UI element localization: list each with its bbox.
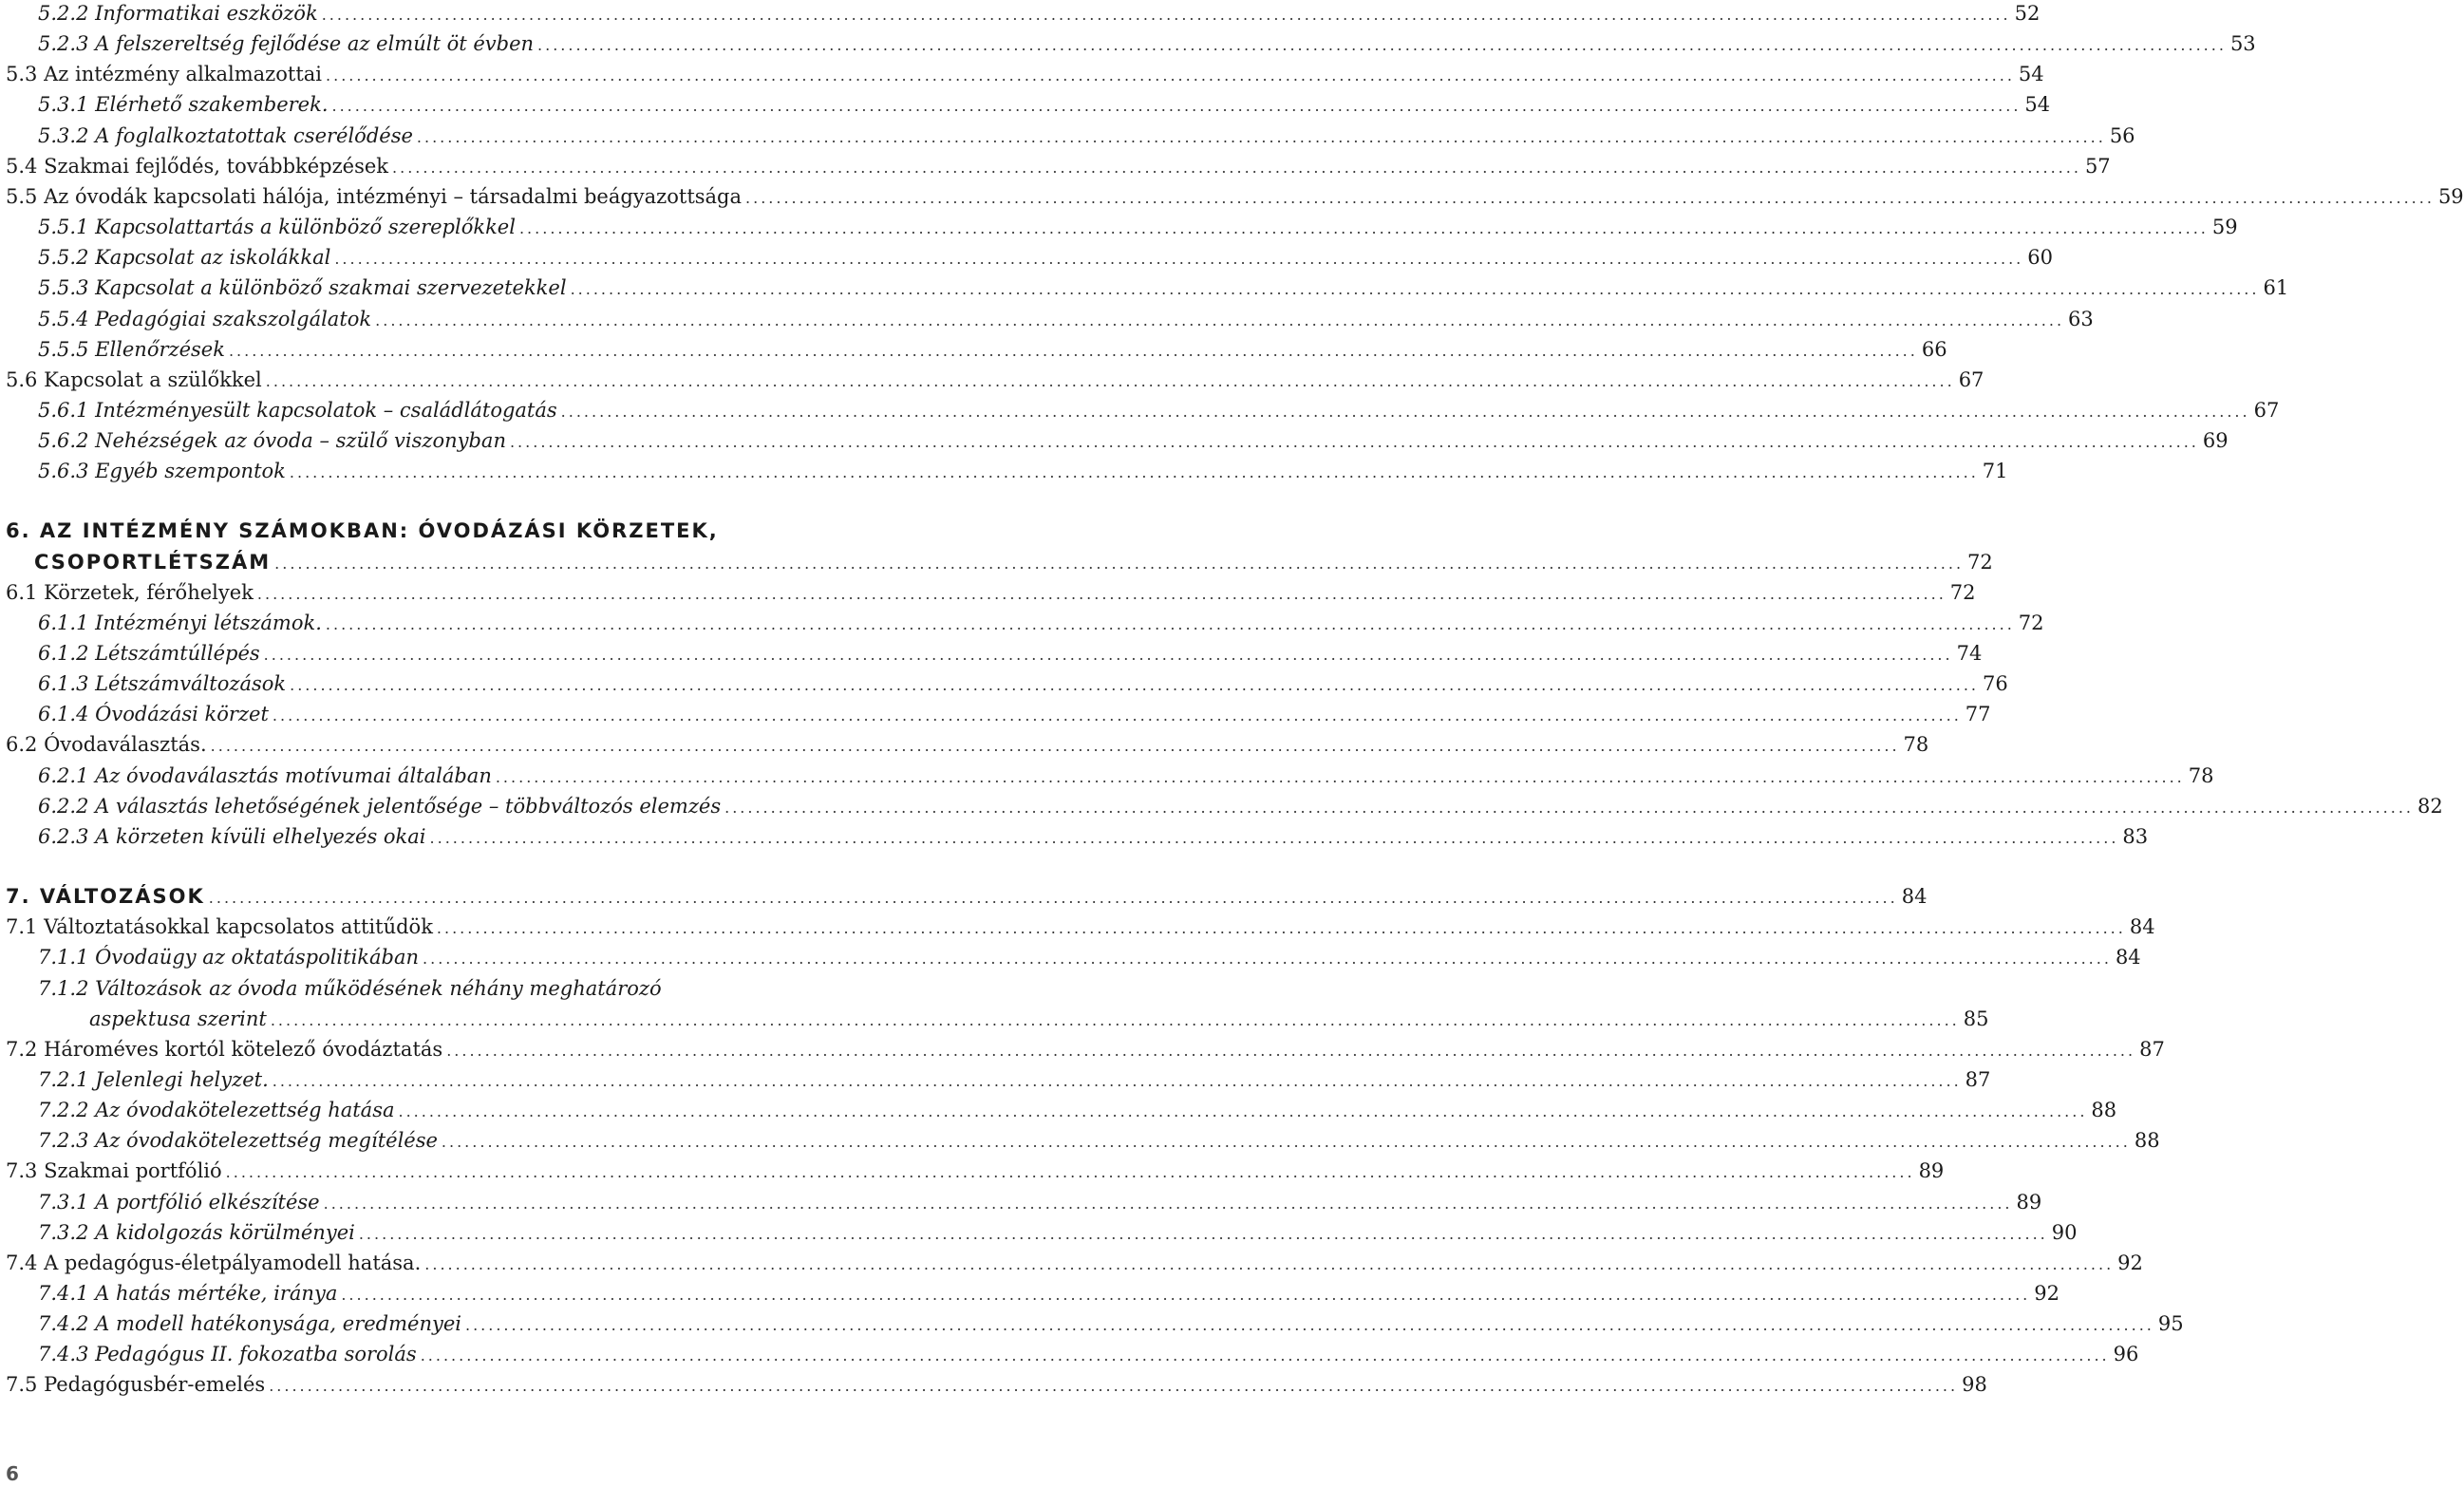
toc-entry-page: 78 bbox=[1903, 733, 1929, 757]
toc-leader-dots: ............................................................................................................................................................................................................................ bbox=[745, 188, 2435, 207]
toc-entry bbox=[6, 912, 2155, 942]
toc-leader-dots: ............................................................................................................................................................................................................................ bbox=[225, 1163, 1915, 1182]
toc-entry-page: 92 bbox=[2034, 1282, 2060, 1305]
toc-entry bbox=[6, 577, 1976, 608]
toc-entry-title: 5.6.3 Egyéb szempontok bbox=[38, 460, 286, 483]
toc-entry-page: 84 bbox=[2115, 946, 2141, 969]
toc-entry-title: 6.2.1 Az óvodaválasztás motívumai általában bbox=[38, 763, 492, 787]
toc-entry-page: 72 bbox=[1967, 550, 1993, 574]
toc-entry-page: 95 bbox=[2157, 1312, 2184, 1336]
toc-entry-title: 5.6.1 Intézményesült kapcsolatok – családlátogatás bbox=[38, 398, 557, 422]
toc-entry-title: 5.5.5 Ellenőrzések bbox=[38, 337, 225, 361]
toc-entry-page: 66 bbox=[1921, 337, 1947, 361]
toc-leader-dots: ............................................................................................................................................................................................................................ bbox=[446, 1041, 2136, 1060]
toc-entry bbox=[38, 273, 2289, 303]
toc-entry-title: 5.5 Az óvodák kapcsolati hálója, intézményi – társadalmi beágyazottsága bbox=[6, 184, 743, 208]
toc-leader-dots: ............................................................................................................................................................................................................................ bbox=[272, 706, 1962, 725]
toc-entry bbox=[38, 1339, 2139, 1369]
toc-entry bbox=[6, 881, 1928, 912]
toc-entry-title: 6.1.3 Létszámváltozások bbox=[38, 672, 287, 696]
toc-leader-dots: ............................................................................................................................................................................................................................ bbox=[560, 402, 2250, 421]
toc-entry-title: 5.5.2 Kapcsolat az iskolákkal bbox=[38, 246, 331, 270]
toc-entry bbox=[6, 516, 906, 546]
toc-entry bbox=[6, 1248, 2143, 1278]
toc-entry bbox=[38, 1095, 2117, 1125]
toc-leader-dots: ............................................................................................................................................................................................................................ bbox=[464, 1316, 2154, 1335]
toc-entry-title: 7.3.1 A portfólió elkészítése bbox=[38, 1190, 320, 1214]
page-number: 6 bbox=[6, 1462, 19, 1485]
toc-entry-page: 83 bbox=[2122, 824, 2149, 848]
toc-entry-page: 90 bbox=[2051, 1220, 2078, 1244]
toc-entry bbox=[6, 1034, 2165, 1064]
toc-leader-dots: ............................................................................................................................................................................................................................ bbox=[325, 614, 2015, 633]
toc-entry bbox=[38, 212, 2238, 242]
toc-leader-dots: ............................................................................................................................................................................................................................ bbox=[392, 158, 2081, 177]
toc-entry-title: 7.4.3 Pedagógus II. fokozatba sorolás bbox=[38, 1343, 417, 1366]
toc-leader-dots: ............................................................................................................................................................................................................................ bbox=[358, 1224, 2048, 1243]
toc-entry bbox=[34, 547, 1993, 577]
toc-entry-page: 78 bbox=[2188, 763, 2214, 787]
toc-entry-page: 67 bbox=[1958, 367, 1984, 391]
toc-entry-title: 6.1.4 Óvodázási körzet bbox=[38, 703, 269, 726]
toc-entry bbox=[38, 0, 2041, 28]
toc-entry bbox=[38, 121, 2135, 151]
toc-entry-page: 88 bbox=[2091, 1099, 2117, 1122]
toc-entry-title: 7.4.1 A hatás mértéke, iránya bbox=[38, 1282, 338, 1305]
toc-entry bbox=[6, 181, 2464, 212]
toc-entry bbox=[38, 1217, 2078, 1248]
toc-entry-page: 92 bbox=[2117, 1251, 2143, 1274]
toc-entry bbox=[6, 1369, 1987, 1400]
toc-leader-dots: ............................................................................................................................................................................................................................ bbox=[270, 1010, 1960, 1029]
toc-entry-page: 72 bbox=[1949, 580, 1976, 604]
toc-entry-title: 6.1 Körzetek, férőhelyek bbox=[6, 580, 254, 604]
toc-entry bbox=[38, 1187, 2042, 1217]
toc-entry bbox=[6, 1156, 1945, 1186]
toc-entry-page: 54 bbox=[2024, 93, 2051, 117]
toc-leader-dots: ............................................................................................................................................................................................................................ bbox=[290, 676, 1980, 695]
toc-entry-title: 6.2 Óvodaválasztás. bbox=[6, 733, 207, 757]
toc-entry-title: 7.1 Változtatásokkal kapcsolatos attitűdök bbox=[6, 915, 433, 939]
toc-entry-title: 7.4 A pedagógus-életpályamodell hatása. bbox=[6, 1251, 422, 1274]
toc-leader-dots: ............................................................................................................................................................................................................................ bbox=[509, 433, 2199, 452]
toc-leader-dots: ............................................................................................................................................................................................................................ bbox=[265, 371, 1955, 390]
toc-entry bbox=[38, 89, 2051, 120]
toc-leader-dots: ............................................................................................................................................................................................................................ bbox=[724, 798, 2415, 817]
toc-entry-page: 69 bbox=[2202, 429, 2229, 453]
toc-entry-page: 82 bbox=[2417, 794, 2443, 818]
toc-entry-title: 5.6.2 Nehézségek az óvoda – szülő viszonyban bbox=[38, 429, 506, 453]
toc-leader-dots: ............................................................................................................................................................................................................................ bbox=[274, 554, 1965, 573]
toc-leader-dots: ............................................................................................................................................................................................................................ bbox=[228, 341, 1918, 360]
toc-entry-title: 6.1.2 Létszámtúllépés bbox=[38, 642, 260, 665]
toc-entry bbox=[89, 1004, 1989, 1034]
toc-leader-dots: ............................................................................................................................................................................................................................ bbox=[210, 737, 1900, 756]
toc-entry bbox=[38, 1125, 2160, 1156]
toc-entry-title: 7.4.2 A modell hatékonysága, eredményei bbox=[38, 1312, 461, 1336]
toc-entry bbox=[38, 1278, 2060, 1308]
toc-leader-dots: ............................................................................................................................................................................................................................ bbox=[326, 66, 2015, 85]
toc-entry bbox=[38, 28, 2256, 59]
toc-leader-dots: ............................................................................................................................................................................................................................ bbox=[375, 311, 2065, 329]
toc-leader-dots: ............................................................................................................................................................................................................................ bbox=[256, 584, 1947, 603]
toc-leader-dots: ............................................................................................................................................................................................................................ bbox=[263, 646, 1953, 664]
toc-entry-page: 77 bbox=[1965, 703, 1991, 726]
toc-entry bbox=[6, 59, 2044, 89]
toc-entry bbox=[38, 242, 2053, 273]
toc-entry bbox=[38, 638, 1983, 668]
toc-entry-title: 6.1.1 Intézményi létszámok. bbox=[38, 611, 322, 634]
toc-entry-title: 5.5.4 Pedagógiai szakszolgálatok bbox=[38, 307, 372, 330]
toc-entry bbox=[38, 821, 2149, 852]
toc-entry-title: 7.3 Szakmai portfólió bbox=[6, 1159, 222, 1183]
toc-entry-page: 74 bbox=[1956, 642, 1983, 665]
toc-leader-dots: ............................................................................................................................................................................................................................ bbox=[416, 127, 2106, 146]
toc-entry-page: 88 bbox=[2134, 1129, 2160, 1153]
toc-entry-page: 87 bbox=[2139, 1037, 2165, 1061]
toc-entry-title: 6.2.3 A körzeten kívüli elhelyezés okai bbox=[38, 824, 426, 848]
toc-entry-title: 7.5 Pedagógusbér-emelés bbox=[6, 1373, 266, 1397]
toc-leader-dots: ............................................................................................................................................................................................................................ bbox=[269, 1377, 1959, 1396]
toc-entry bbox=[38, 699, 1991, 729]
toc-entry bbox=[6, 729, 1929, 760]
toc-entry-title: 6. AZ INTÉZMÉNY SZÁMOKBAN: ÓVODÁZÁSI KÖRZETEK, bbox=[6, 519, 719, 543]
toc-entry bbox=[38, 425, 2229, 456]
toc-entry-title: aspektusa szerint bbox=[89, 1007, 267, 1030]
toc-leader-dots: ............................................................................................................................................................................................................................ bbox=[518, 219, 2209, 238]
toc-entry-page: 85 bbox=[1963, 1007, 1989, 1030]
toc-entry-page: 72 bbox=[2018, 611, 2044, 634]
toc-entry-page: 59 bbox=[2437, 184, 2464, 208]
toc-entry-title: 5.4 Szakmai fejlődés, továbbképzések bbox=[6, 154, 389, 178]
toc-entry bbox=[38, 334, 1947, 365]
toc-entry bbox=[38, 1064, 1991, 1095]
toc-entry bbox=[6, 151, 2111, 181]
toc-leader-dots: ............................................................................................................................................................................................................................ bbox=[323, 1194, 2013, 1213]
toc-entry-page: 61 bbox=[2263, 276, 2289, 300]
toc-leader-dots: ............................................................................................................................................................................................................................ bbox=[341, 1286, 2031, 1304]
toc-leader-dots: ............................................................................................................................................................................................................................ bbox=[420, 1346, 2110, 1365]
toc-entry-title: 7.2 Hároméves kortól kötelező óvodáztatás bbox=[6, 1037, 443, 1061]
toc-entry-page: 84 bbox=[2129, 915, 2155, 939]
toc-entry-page: 67 bbox=[2253, 398, 2280, 422]
toc-leader-dots: ............................................................................................................................................................................................................................ bbox=[495, 767, 2185, 786]
toc-entry-page: 57 bbox=[2084, 154, 2111, 178]
toc-entry-page: 60 bbox=[2027, 246, 2053, 270]
toc-entry bbox=[38, 456, 2008, 486]
toc-leader-dots: ............................................................................................................................................................................................................................ bbox=[208, 889, 1898, 908]
toc-entry bbox=[38, 304, 2094, 334]
toc-entry-page: 84 bbox=[1901, 885, 1928, 909]
toc-entry-page: 52 bbox=[2014, 2, 2041, 25]
toc-entry-title: 7.1.1 Óvodaügy az oktatáspolitikában bbox=[38, 946, 420, 969]
toc-entry-page: 89 bbox=[1918, 1159, 1945, 1183]
toc-entry-page: 87 bbox=[1965, 1067, 1991, 1091]
toc-leader-dots: ............................................................................................................................................................................................................................ bbox=[398, 1102, 2088, 1121]
toc-entry bbox=[38, 1308, 2184, 1339]
toc-entry-title: 7.3.2 A kidolgozás körülményei bbox=[38, 1220, 355, 1244]
toc-entry-page: 63 bbox=[2068, 307, 2094, 330]
toc-leader-dots: ............................................................................................................................................................................................................................ bbox=[429, 828, 2119, 847]
toc-entry-title: 5.3.1 Elérhető szakemberek. bbox=[38, 93, 329, 117]
toc-entry-page: 98 bbox=[1962, 1373, 1987, 1397]
toc-entry-title: 7.1.2 Változások az óvoda működésének néhány meghatározó bbox=[38, 976, 662, 1000]
toc-entry bbox=[38, 791, 2443, 821]
toc-entry-page: 53 bbox=[2229, 32, 2256, 56]
toc-entry-page: 54 bbox=[2018, 63, 2044, 86]
toc-entry-title: 6.2.2 A választás lehetőségének jelentősége – többváltozós elemzés bbox=[38, 794, 722, 818]
toc-entry-title: 7.2.2 Az óvodakötelezettség hatása bbox=[38, 1099, 395, 1122]
toc-entry-page: 76 bbox=[1983, 672, 2008, 696]
toc-entry-title: 5.2.3 A felszereltség fejlődése az elmúlt öt évben bbox=[38, 32, 535, 56]
toc-entry-page: 56 bbox=[2109, 123, 2135, 147]
toc-entry-title: 5.6 Kapcsolat a szülőkkel bbox=[6, 367, 262, 391]
toc-entry-title: 5.5.1 Kapcsolattartás a különböző szereplőkkel bbox=[38, 216, 516, 239]
toc-entry-title: CSOPORTLÉTSZÁM bbox=[34, 550, 272, 574]
toc-entry bbox=[38, 395, 2280, 425]
toc-leader-dots: ............................................................................................................................................................................................................................ bbox=[272, 1071, 1962, 1090]
toc-leader-dots: ............................................................................................................................................................................................................................ bbox=[537, 36, 2227, 55]
toc-entry-title: 5.2.2 Informatikai eszközök bbox=[38, 2, 318, 25]
toc-entry-page: 71 bbox=[1982, 460, 2008, 483]
toc-leader-dots: ............................................................................................................................................................................................................................ bbox=[441, 1133, 2131, 1152]
toc-leader-dots: ............................................................................................................................................................................................................................ bbox=[570, 280, 2260, 299]
toc-leader-dots: ............................................................................................................................................................................................................................ bbox=[436, 919, 2126, 938]
toc-entry bbox=[38, 761, 2214, 791]
toc-entry-title: 5.5.3 Kapcsolat a különböző szakmai szervezetekkel bbox=[38, 276, 567, 300]
toc-leader-dots: ............................................................................................................................................................................................................................ bbox=[331, 97, 2022, 116]
toc-entry-title: 5.3 Az intézmény alkalmazottai bbox=[6, 63, 323, 86]
toc-entry bbox=[38, 942, 2141, 972]
toc-leader-dots: ............................................................................................................................................................................................................................ bbox=[289, 463, 1979, 482]
toc-entry-title: 7. VÁLTOZÁSOK bbox=[6, 885, 205, 909]
toc-entry-page: 96 bbox=[2113, 1343, 2139, 1366]
toc-leader-dots: ............................................................................................................................................................................................................................ bbox=[423, 950, 2112, 969]
toc-entry-title: 7.2.3 Az óvodakötelezettség megítélése bbox=[38, 1129, 438, 1153]
toc-entry-title: 5.3.2 A foglalkoztatottak cserélődése bbox=[38, 123, 413, 147]
toc-leader-dots: ............................................................................................................................................................................................................................ bbox=[424, 1254, 2115, 1273]
toc-leader-dots: ............................................................................................................................................................................................................................ bbox=[321, 6, 2011, 24]
toc-entry bbox=[38, 608, 2044, 638]
toc-entry bbox=[38, 973, 906, 1004]
toc-entry-page: 89 bbox=[2016, 1190, 2042, 1214]
toc-entry-page: 59 bbox=[2211, 216, 2238, 239]
toc-entry bbox=[38, 668, 2008, 699]
toc-entry-title: 7.2.1 Jelenlegi helyzet. bbox=[38, 1067, 269, 1091]
toc-entry bbox=[6, 365, 1984, 395]
toc-leader-dots: ............................................................................................................................................................................................................................ bbox=[334, 250, 2024, 269]
